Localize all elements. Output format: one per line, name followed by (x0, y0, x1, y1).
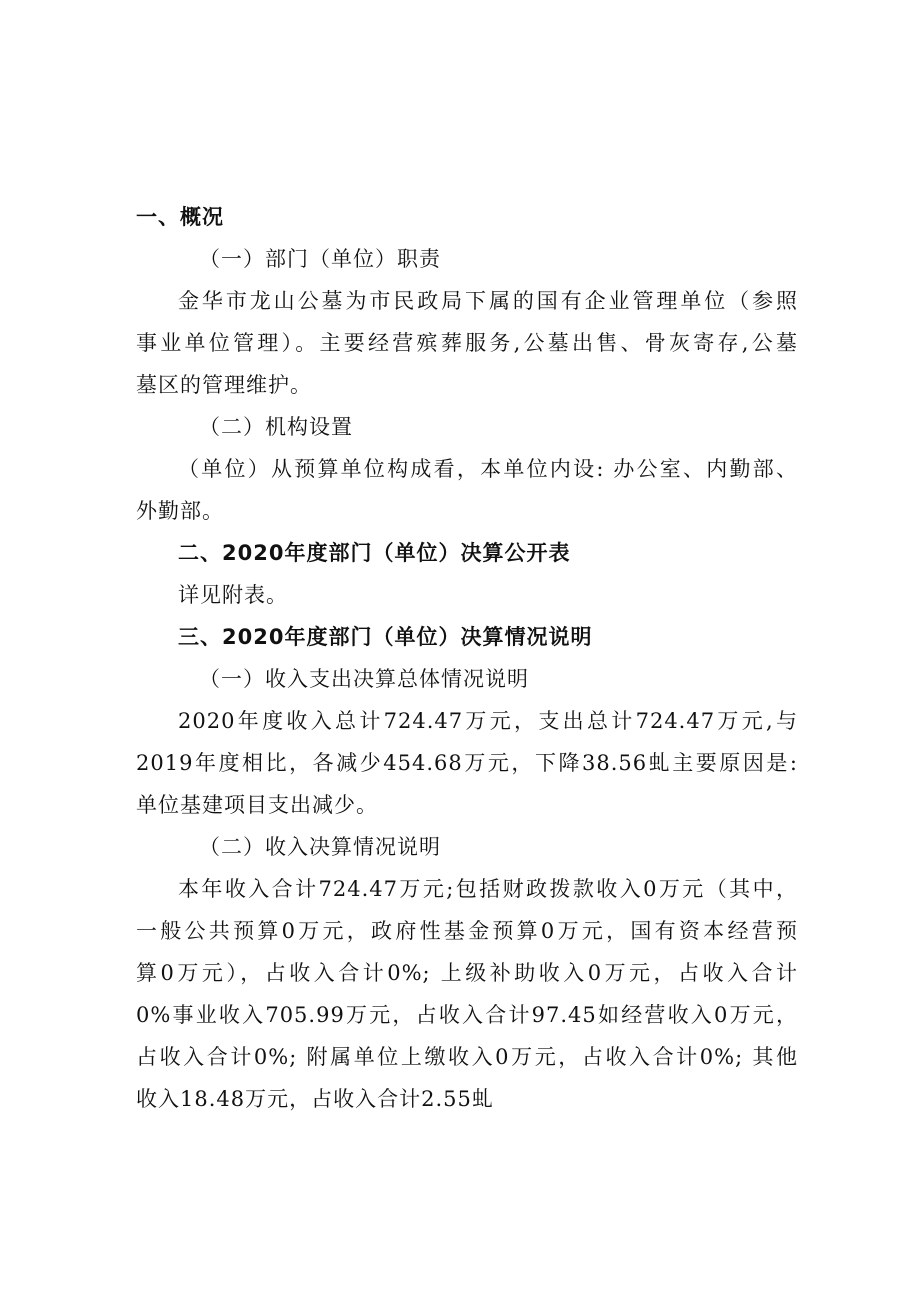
paragraph-line: 占收入合计0%; 附属单位上缴收入0万元，占收入合计0%; 其他 (136, 1045, 798, 1069)
paragraph-line: 事业单位管理）。主要经营殡葬服务,公墓出售、骨灰寄存,公墓 (136, 331, 798, 355)
paragraph-line: 墓区的管理维护。 (136, 373, 312, 397)
paragraph-line: 外勤部。 (136, 499, 224, 523)
section-heading-public-tables: 二、2020年度部门（单位）决算公开表 (178, 541, 571, 565)
paragraph-line: 算0万元），占收入合计0%; 上级补助收入0万元，占收入合计 (136, 961, 798, 985)
document-body (136, 196, 798, 1120)
paragraph-line: 0%事业收入705.99万元，占收入合计97.45如经营收入0万元， (136, 1003, 798, 1027)
paragraph-line: 2019年度相比，各减少454.68万元，下降38.56虬主要原因是: (136, 751, 798, 775)
paragraph-line: 金华市龙山公墓为市民政局下属的国有企业管理单位（参照 (178, 289, 798, 313)
paragraph-line: 一般公共预算0万元，政府性基金预算0万元，国有资本经营预 (136, 919, 798, 943)
paragraph-line: （单位）从预算单位构成看，本单位内设: 办公室、内勤部、 (178, 457, 798, 481)
paragraph-line: 本年收入合计724.47万元;包括财政拨款收入0万元（其中， (178, 877, 798, 901)
paragraph-line: 收入18.48万元，占收入合计2.55虬 (136, 1087, 494, 1111)
paragraph-line: 详见附表。 (178, 583, 288, 607)
subheading-organization: （二）机构设置 (199, 415, 353, 439)
section-heading-explanation: 三、2020年度部门（单位）决算情况说明 (178, 625, 593, 649)
paragraph-line: 单位基建项目支出减少。 (136, 793, 378, 817)
subheading-responsibilities: （一）部门（单位）职责 (199, 247, 441, 271)
subheading-income-expense-overview: （一）收入支出决算总体情况说明 (199, 667, 529, 691)
subheading-income-details: （二）收入决算情况说明 (199, 835, 441, 859)
section-heading-overview: 一、概况 (136, 205, 224, 229)
paragraph-line: 2020年度收入总计724.47万元，支出总计724.47万元,与 (178, 709, 798, 733)
